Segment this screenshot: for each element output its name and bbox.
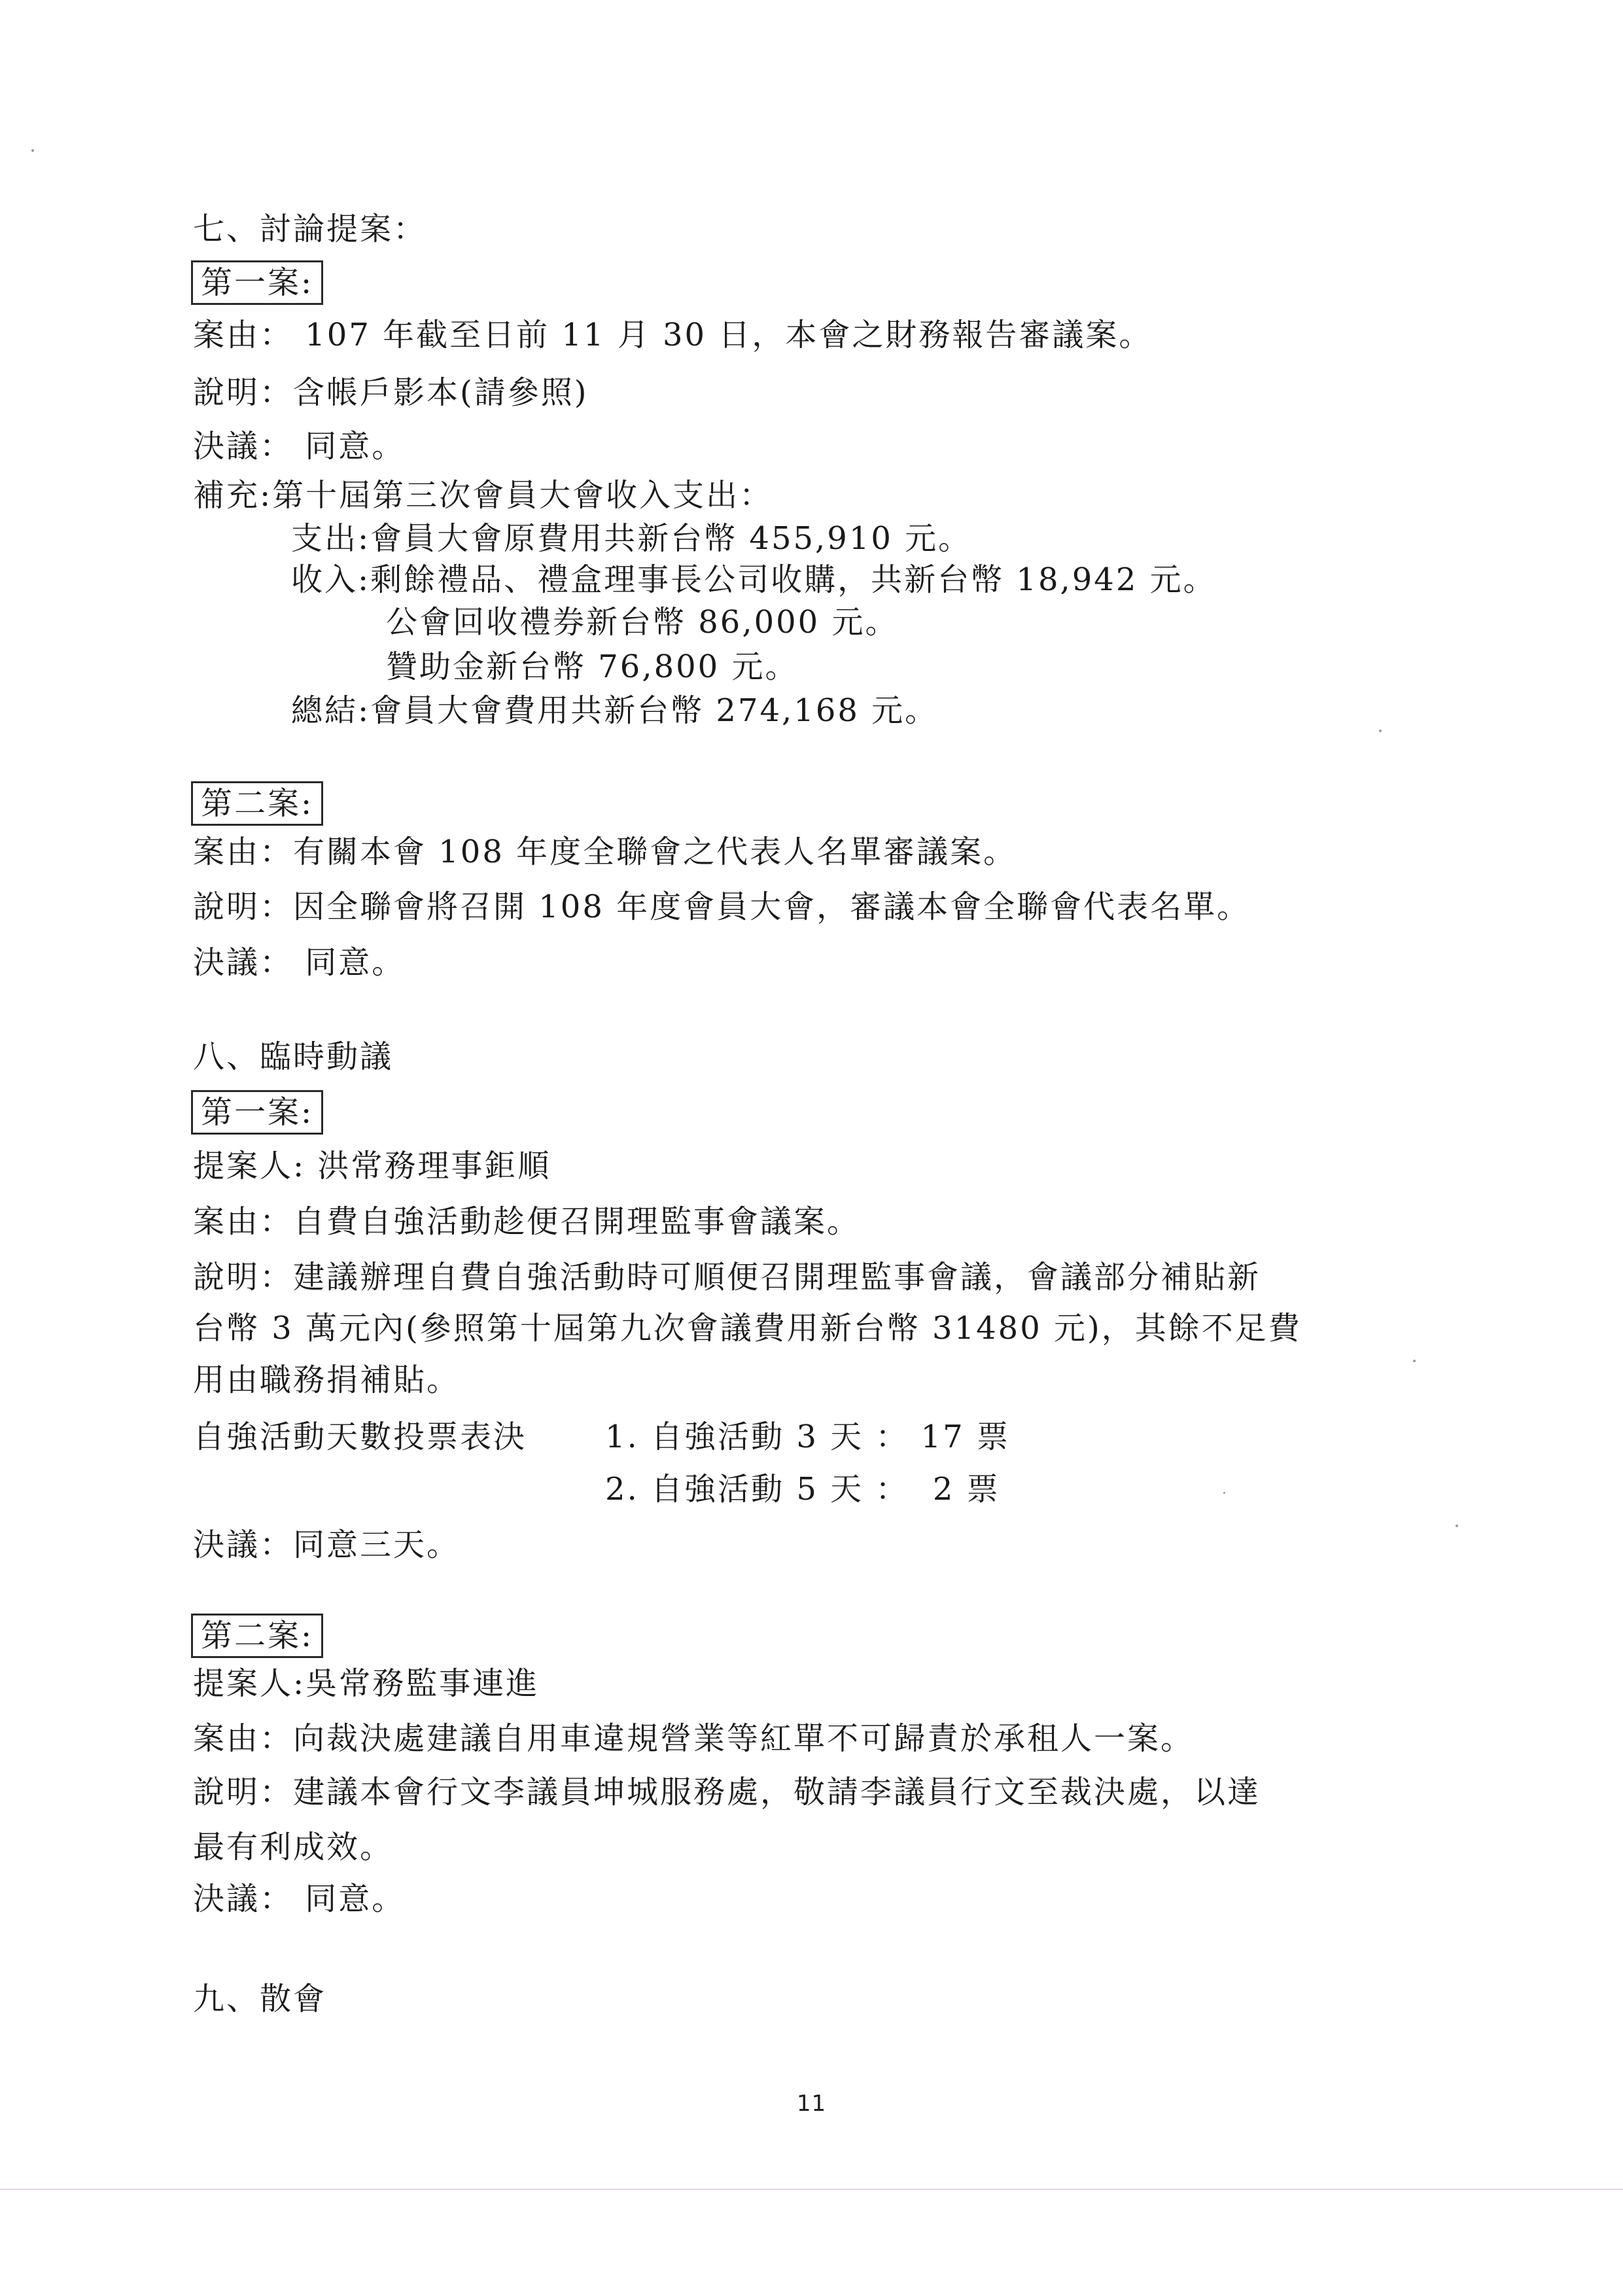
case-label-box: 第二案: (191, 781, 323, 826)
case-label-box: 第二案: (191, 1614, 323, 1658)
section-8-case-2-explain-1: 說明：建議本會行文李議員坤城服務處，敬請李議員行文至裁決處，以達 (193, 1774, 1261, 1810)
section-8-vote-option-1: 1. 自強活動 3 天 ： 17 票 (605, 1419, 1010, 1455)
section-8-case-2-resolution: 決議： 同意。 (193, 1881, 406, 1917)
section-8-case-1-label (191, 1090, 323, 1135)
section-8-case-1-resolution: 決議：同意三天。 (193, 1527, 461, 1563)
section-7-case-2-reason: 案由：有關本會 108 年度全聯會之代表人名單審議案。 (193, 834, 1017, 870)
section-7-case-2-label (191, 781, 323, 826)
section-8-case-1-reason: 案由：自費自強活動趁便召開理監事會議案。 (193, 1203, 861, 1240)
section-8-case-2-explain-2: 最有利成效。 (193, 1829, 394, 1865)
section-8-case-1-explain-3: 用由職務捐補貼。 (193, 1362, 461, 1398)
section-7-case-1-resolution: 決議： 同意。 (193, 428, 406, 465)
section-7-case-1-income-3: 贊助金新台幣 76,800 元。 (386, 648, 799, 685)
section-8-case-1-proposer: 提案人: 洪常務理事鉅順 (193, 1148, 551, 1184)
section-7-case-1-income-1: 收入:剩餘禮品、禮盒理事長公司收購，共新台幣 18,942 元。 (291, 561, 1217, 598)
section-7-case-1-explain: 說明：含帳戶影本(請參照) (193, 374, 589, 411)
section-7-case-1-income-2: 公會回收禮券新台幣 86,000 元。 (386, 604, 899, 641)
page-bottom-rule (0, 2189, 1623, 2190)
scan-speck (1413, 1360, 1416, 1362)
section-8-heading: 八、臨時動議 (193, 1038, 394, 1075)
section-8-vote-option-2: 2. 自強活動 5 天 ： 2 票 (605, 1471, 1000, 1508)
section-8-case-2-reason: 案由：向裁決處建議自用車違規營業等紅單不可歸責於承租人一案。 (193, 1720, 1195, 1757)
section-8-vote-label: 自強活動天數投票表決 (193, 1419, 527, 1455)
section-7-case-1-expense: 支出:會員大會原費用共新台幣 455,910 元。 (291, 520, 972, 557)
scan-speck (1456, 1525, 1458, 1527)
case-label-box: 第一案: (191, 1090, 323, 1135)
section-7-case-1-summary: 總結:會員大會費用共新台幣 274,168 元。 (291, 692, 939, 729)
scan-speck (1379, 730, 1382, 732)
section-8-case-1-explain-1: 說明：建議辦理自費自強活動時可順便召開理監事會議，會議部分補貼新 (193, 1259, 1261, 1296)
section-8-case-2-label (191, 1614, 323, 1658)
section-8-case-2-proposer: 提案人:吳常務監事連進 (193, 1665, 540, 1702)
case-label-box: 第一案: (191, 260, 323, 305)
section-9-heading: 九、散會 (193, 1981, 327, 2017)
section-7-case-1-supplement: 補充:第十屆第三次會員大會收入支出： (193, 477, 773, 514)
section-7-case-1-reason: 案由： 107 年截至日前 11 月 30 日，本會之財務報告審議案。 (193, 317, 1153, 353)
scan-speck (1223, 1492, 1225, 1494)
page-number: 11 (796, 2091, 827, 2117)
section-7-heading: 七、討論提案： (193, 211, 427, 247)
scan-speck (31, 149, 34, 152)
section-8-case-1-explain-2: 台幣 3 萬元內(參照第十屆第九次會議費用新台幣 31480 元)，其餘不足費 (193, 1310, 1302, 1347)
section-7-case-2-explain: 說明：因全聯會將召開 108 年度會員大會，審議本會全聯會代表名單。 (193, 889, 1251, 925)
section-7-case-2-resolution: 決議： 同意。 (193, 944, 406, 981)
section-7-case-1-label (191, 260, 323, 305)
